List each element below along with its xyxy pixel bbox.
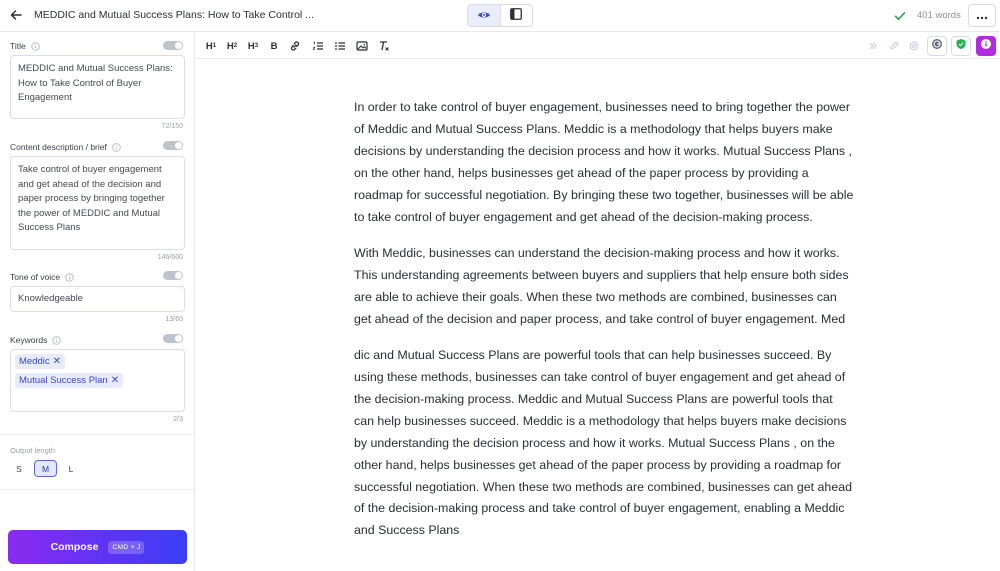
clear-format-icon[interactable] bbox=[375, 37, 393, 55]
title-input[interactable]: MEDDIC and Mutual Success Plans: How to Take Control of Buyer Engagement bbox=[10, 55, 185, 119]
heading-2-icon[interactable]: H 2 bbox=[226, 40, 238, 52]
link-icon[interactable] bbox=[286, 37, 304, 55]
layout-button[interactable] bbox=[500, 5, 532, 26]
image-icon[interactable] bbox=[353, 37, 371, 55]
info-icon[interactable] bbox=[52, 336, 61, 345]
title-label-text: Title bbox=[10, 41, 26, 51]
sidebar bbox=[0, 33, 195, 571]
preview-button[interactable] bbox=[468, 5, 500, 26]
brief-toggle[interactable] bbox=[163, 141, 183, 150]
heading-1-icon[interactable]: H 1 bbox=[205, 40, 217, 52]
shield-check-icon bbox=[955, 37, 967, 55]
pen-icon[interactable] bbox=[884, 36, 904, 56]
info-icon[interactable] bbox=[65, 273, 74, 282]
eye-icon bbox=[477, 7, 491, 25]
compose-shortcut-badge: CMD + J bbox=[108, 541, 144, 554]
close-icon[interactable]: ✕ bbox=[110, 375, 120, 386]
bold-icon[interactable]: B bbox=[270, 40, 278, 52]
tone-input[interactable]: Knowledgeable bbox=[10, 286, 185, 312]
keywords-counter: 2/3 bbox=[173, 416, 183, 423]
word-count: 401 words bbox=[917, 10, 961, 21]
length-option-m[interactable]: M bbox=[34, 460, 57, 477]
brief-input[interactable]: Take control of buyer engagement and get ahead of the decision and paper process by bringing together the power of MEDDIC and Mutual Success Plans bbox=[10, 156, 185, 250]
compose-label: Compose bbox=[50, 541, 99, 553]
title-field-label bbox=[10, 41, 40, 51]
arrow-left-icon[interactable] bbox=[8, 7, 24, 23]
document-title: MEDDIC and Mutual Success Plans: How to Take Control ... bbox=[34, 9, 314, 21]
close-icon[interactable]: ✕ bbox=[52, 356, 62, 367]
forward-icon[interactable] bbox=[863, 36, 883, 56]
editor-toolbar bbox=[196, 33, 1000, 59]
brief-counter: 146/600 bbox=[157, 254, 183, 261]
tone-counter: 13/60 bbox=[165, 316, 183, 323]
ordered-list-icon[interactable] bbox=[309, 37, 327, 55]
keywords-toggle[interactable] bbox=[163, 334, 183, 343]
compose-button[interactable] bbox=[8, 530, 187, 564]
divider bbox=[0, 434, 194, 435]
tone-toggle[interactable] bbox=[163, 271, 183, 280]
grammar-check-button[interactable] bbox=[927, 36, 947, 56]
bullet-list-icon[interactable] bbox=[331, 37, 349, 55]
keywords-label-text: Keywords bbox=[10, 335, 48, 345]
view-toggle bbox=[467, 4, 533, 27]
target-icon[interactable] bbox=[904, 36, 924, 56]
more-horizontal-icon bbox=[976, 7, 988, 25]
keyword-chip[interactable] bbox=[15, 354, 65, 369]
heading-3-icon[interactable]: H 3 bbox=[247, 40, 259, 52]
divider bbox=[0, 489, 194, 490]
grammar-icon bbox=[931, 37, 943, 55]
tone-field-label bbox=[10, 272, 74, 282]
keyword-chip[interactable] bbox=[15, 373, 123, 388]
output-length-label: Output length bbox=[10, 446, 56, 455]
info-panel-button[interactable] bbox=[976, 36, 996, 56]
title-toggle[interactable] bbox=[163, 41, 183, 50]
editor-content[interactable] bbox=[354, 97, 854, 557]
length-option-s[interactable]: S bbox=[16, 463, 22, 474]
content-paragraph[interactable]: dic and Mutual Success Plans are powerful tools that can help businesses succeed. By using these methods, businesses can take control of buyer engagement and get ahead of the decision-making process. Meddic and Mutual Success Plans are powerful tools that can help businesses succeed. Meddic is a methodology that helps buyers make decisions by understanding the decision process and how it works. Mutual Success Plans , on the other hand, helps businesses get ahead of the paper process by providing a roadmap for successful negotiation. When these two methods are combined, businesses can get ahead of the decision-making process and take control of buyer engagement, enabling a Meddic and Success Plans bbox=[354, 348, 852, 538]
sidebar-layout-icon bbox=[510, 7, 522, 25]
tone-label-text: Tone of voice bbox=[10, 272, 61, 282]
info-icon bbox=[980, 37, 992, 55]
title-counter: 72/150 bbox=[161, 123, 183, 130]
more-options-button[interactable] bbox=[968, 4, 996, 27]
keywords-field-label bbox=[10, 335, 61, 345]
content-paragraph[interactable]: With Meddic, businesses can understand the decision-making process and how it works. This understanding agreements between buyers and suppliers that help ensure both sides are able to achieve their goals. When these two methods are combined, businesses can get ahead of the decision and paper process, and take control of buyer engagement. Med bbox=[354, 245, 849, 326]
content-paragraph[interactable]: In order to take control of buyer engagement, businesses need to bring together the power of Meddic and Mutual Success Plans. Meddic is a methodology that helps buyers make decisions by understanding the decision process and how it works. Mutual Success Plans , on the other hand, helps businesses get ahead of the paper process by providing a roadmap for successful negotiation. By bringing these two together, businesses will be able to take control of buyer engagement and get ahead of the decision-making process. bbox=[354, 100, 854, 224]
info-icon[interactable] bbox=[31, 42, 40, 51]
brief-field-label bbox=[10, 142, 121, 152]
top-bar bbox=[0, 0, 1000, 32]
plagiarism-check-button[interactable] bbox=[951, 36, 971, 56]
check-icon bbox=[893, 9, 907, 23]
keyword-chip-label: Meddic bbox=[19, 356, 50, 367]
length-option-l[interactable]: L bbox=[68, 463, 74, 474]
keyword-chip-label: Mutual Success Plan bbox=[19, 375, 108, 386]
info-icon[interactable] bbox=[112, 143, 121, 152]
brief-label-text: Content description / brief bbox=[10, 142, 107, 152]
